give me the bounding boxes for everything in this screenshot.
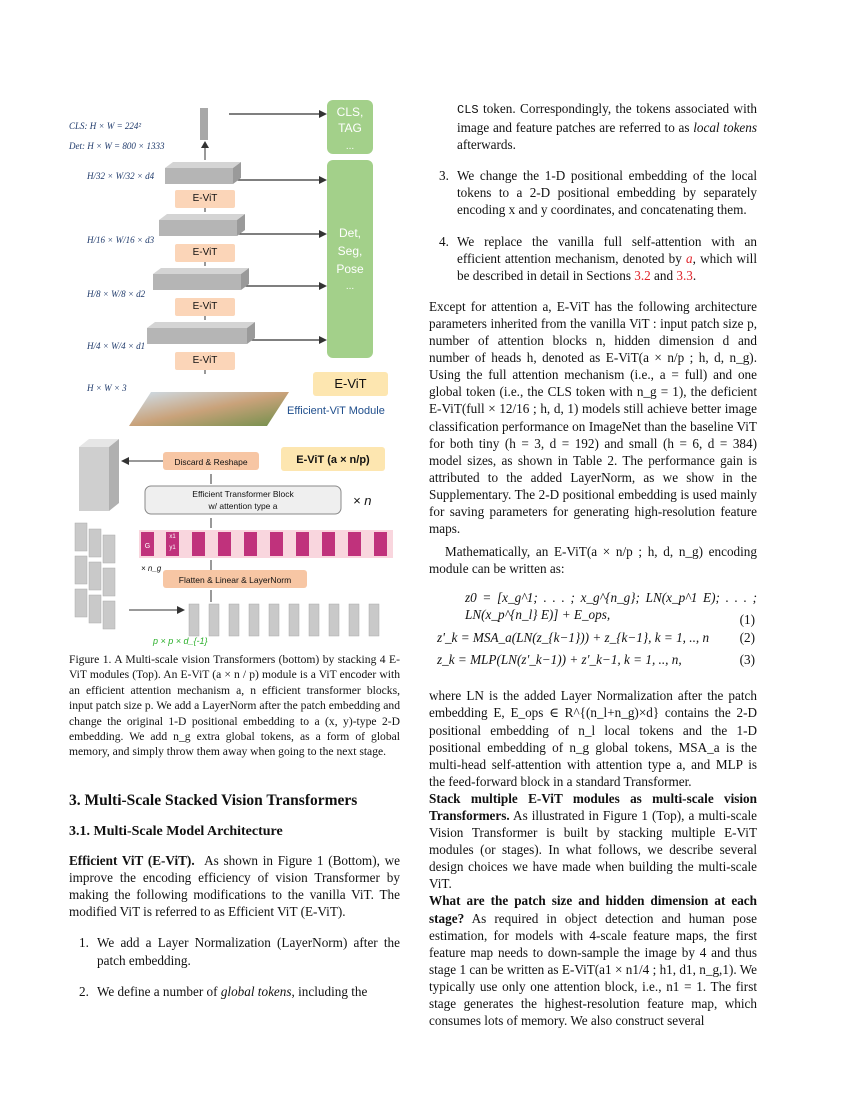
flatten-text: Flatten & Linear & LayerNorm bbox=[178, 575, 292, 585]
token-y: y1 bbox=[169, 545, 176, 551]
figure-1 bbox=[69, 90, 400, 650]
equation-1-number bbox=[429, 611, 757, 629]
etb-line1: Efficient Transformer Block bbox=[192, 489, 294, 499]
cls-ellipsis: ... bbox=[345, 141, 355, 152]
cat-image bbox=[129, 392, 289, 426]
figure-caption: Figure 1. A Multi-scale vision Transformers (bottom) by stacking 4 E-ViT modules (Top). An E-ViT (a × n / p) module is a ViT encoder with an efficient attention mechanism a, n efficient transformer blocks, input patch size p. We add a LayerNorm after the patch embedding and change the original 1-D positional embedding to a (x, y)-type 2-D embedding. We add n_g extra global tokens, as a form of global memory, and simply throw them away when going to the next stage. bbox=[69, 653, 400, 759]
det-ellipsis: ... bbox=[345, 281, 355, 292]
etb-text bbox=[145, 488, 341, 512]
right-column bbox=[429, 100, 757, 1029]
g-token: G bbox=[144, 543, 151, 550]
evit-block-1: E-ViT bbox=[175, 352, 235, 370]
modification-list bbox=[69, 934, 400, 999]
cls-size-label: CLS: H × W = 224² bbox=[69, 121, 142, 131]
evit-label: E-ViT bbox=[334, 376, 367, 391]
subsection-title: 3.1. Multi-Scale Model Architecture bbox=[69, 823, 283, 839]
list-item2b-text: global tokens bbox=[220, 983, 292, 999]
det-seg-pose-text: Det, Seg, Pose bbox=[336, 226, 364, 276]
evit-block-3: E-ViT bbox=[175, 244, 235, 262]
section-title: 3. Multi-Scale Stacked Vision Transformers bbox=[69, 791, 358, 809]
evit-block-4: E-ViT bbox=[175, 190, 235, 208]
right-cont1: token. Correspondingly, the tokens associated with image and feature patches are referred to as bbox=[457, 101, 757, 136]
sec32-link[interactable]: 3.2 bbox=[634, 267, 651, 283]
evit-title: E-ViT (a × n/p) bbox=[296, 454, 370, 466]
local-tokens: local tokens bbox=[693, 120, 757, 136]
evit-heading: Efficient ViT (E-ViT). bbox=[69, 853, 195, 869]
list-item3-text: We change the 1-D positional embedding of the local tokens to a 2-D positional embedding by separately encoding x and y coordinates, and concatenating them. bbox=[457, 168, 757, 218]
eq1-text: z0 = [x_g^1; . . . ; x_g^{n_g}; LN(x_p^1 E); . . . ; LN(x_p^{n_l} E)] + E_ops, bbox=[465, 590, 757, 623]
list-item4b-text: , which will be described in detail in Sections bbox=[457, 250, 758, 283]
list-item: 3. We change the 1-D positional embedding of the local tokens to a 2-D positional embedding by separately encoding x and y coordinates, and concatenating them. bbox=[439, 168, 757, 218]
list-item4a-text: We replace the vanilla full self-attention with an efficient attention mechanism, denoted by bbox=[457, 233, 757, 266]
input-label: H × W × 3 bbox=[87, 383, 127, 393]
equation-3 bbox=[429, 651, 757, 673]
eq3-text: z_k = MLP(LN(z'_k−1)) + z'_k−1, k = 1, .., n, bbox=[437, 652, 682, 668]
dim1-label: H/4 × W/4 × d1 bbox=[87, 341, 146, 351]
evit-paragraph bbox=[69, 852, 400, 920]
sec33-link[interactable]: 3.3 bbox=[676, 267, 693, 283]
modification-list-cont bbox=[429, 167, 757, 284]
paragraph-patch bbox=[429, 892, 757, 1029]
eq3-number: (3) bbox=[739, 652, 755, 668]
paragraph-stack bbox=[429, 790, 757, 893]
eq2-number: (2) bbox=[739, 630, 755, 646]
list-item2c-text: , including the bbox=[291, 983, 368, 999]
xy-token bbox=[166, 532, 179, 554]
cls-tag-text: CLS, TAG bbox=[336, 105, 364, 135]
evit-intro: As shown in Figure 1 (Bottom), we improve the encoding efficiency of vision Transformer by making the following modifications to the vanilla ViT. The modified ViT is referred to as Efficient ViT (E-ViT). bbox=[69, 853, 401, 920]
dim3-label: H/16 × W/16 × d3 bbox=[87, 235, 155, 245]
eq1-number: (1) bbox=[739, 612, 755, 628]
list-item: 1. We add a Layer Normalization (LayerNorm) after the patch embedding. bbox=[79, 935, 400, 968]
right-cont2: afterwards. bbox=[457, 137, 516, 153]
patch-dims: p × p × d_{-1} bbox=[153, 636, 208, 646]
list-item: 4. We replace the vanilla full self-attention with an efficient attention mechanism, denoted by a, which will be described in detail in Sections 3.2 and 3.3. bbox=[439, 233, 758, 283]
equations bbox=[429, 589, 757, 673]
eq2-text: z'_k = MSA_a(LN(z_{k−1})) + z_{k−1}, k = 1, .., n bbox=[437, 630, 710, 646]
module-label: Efficient-ViT Module bbox=[287, 405, 385, 417]
patch-heading: What are the patch size and hidden dimension at each stage? bbox=[429, 893, 757, 926]
dim2-label: H/8 × W/8 × d2 bbox=[87, 289, 146, 299]
equation-1 bbox=[429, 589, 757, 623]
dim4-label: H/32 × W/32 × d4 bbox=[87, 171, 155, 181]
and-text: and bbox=[654, 267, 674, 283]
det-size-label: Det: H × W = 800 × 1333 bbox=[69, 141, 165, 151]
list-item2-continuation: CLS token. Correspondingly, the tokens associated with image and feature patches are referred to as local tokens afterwards. bbox=[457, 101, 757, 153]
etb-line2: w/ attention type a bbox=[208, 501, 278, 511]
list-item2a-text: We define a number of bbox=[97, 983, 218, 999]
times-n: × n bbox=[353, 493, 372, 508]
list-item: 2. We define a number of global tokens, including the bbox=[79, 983, 368, 999]
patch-text: As required in object detection and human pose estimation, for models with 4-scale feature maps, the first feature map needs to down-sample the image by 4 and thus stage 1 can be written as E-ViT(a1 × n1/4 ; h1, d1, n_g,1). We typically use only one attention block, i.e., n1 = 1. The first stage generates the highest-resolution feature map, which consumes lots of memory. We also construct several bbox=[429, 910, 757, 1029]
times-ng: × n_g bbox=[141, 564, 162, 573]
list-item1-text: We add a Layer Normalization (LayerNorm) after the patch embedding. bbox=[97, 935, 400, 968]
evit-block-2: E-ViT bbox=[175, 298, 235, 316]
stack-heading: Stack multiple E-ViT modules as multi-scale vision Transformers. bbox=[429, 790, 757, 823]
paragraph-where: where LN is the added Layer Normalization after the patch embedding E, E_ops ∈ R^{(n_l+n_g)×d} contains the 2-D positional embedding of n_l local tokens and the 1-D positional embedding of n_g global tokens, MSA_a is the multi-head self-attention with attention type a, and MLP is the feed-forward block in a standard Transformer. bbox=[429, 688, 757, 789]
paragraph-except: Except for attention a, E-ViT has the following architecture parameters inherited from the vanilla ViT : input patch size p, number of attention blocks n, hidden dimension d and number of heads h, denoted as E-ViT(a × n/p ; h, d, n_g). Using the full attention mechanism (i.e., a = full) and one global token (i.e., the CLS token with n_g = 1), the deficient E-ViT(full × 12/16 ; h, d, 1) models still achieve better image classification performance on ImageNet than the baseline ViT for both tiny (h = 3, d = 192) and small (h = 6, d = 384) model sizes, as shown in Table 2. The performance gain is attributed to the added LayerNorm, as we show in the Supplementary. The 2-D positional embedding is used mainly for saving parameters for generating high-resolution feature maps. bbox=[429, 298, 757, 537]
equation-2 bbox=[429, 629, 757, 651]
discard-text: Discard & Reshape bbox=[174, 457, 248, 467]
token-x: x1 bbox=[169, 534, 176, 540]
left-column bbox=[69, 90, 400, 1014]
paragraph-math: Mathematically, an E-ViT(a × n/p ; h, d, n_g) encoding module can be written as: bbox=[429, 544, 757, 577]
stack-text: As illustrated in Figure 1 (Top), a multi-scale Vision Transformer is built by stacking multiple E-ViT modules (or stages). In what follows, we describe several design choices we have made when building the multi-scale ViT. bbox=[429, 808, 757, 892]
